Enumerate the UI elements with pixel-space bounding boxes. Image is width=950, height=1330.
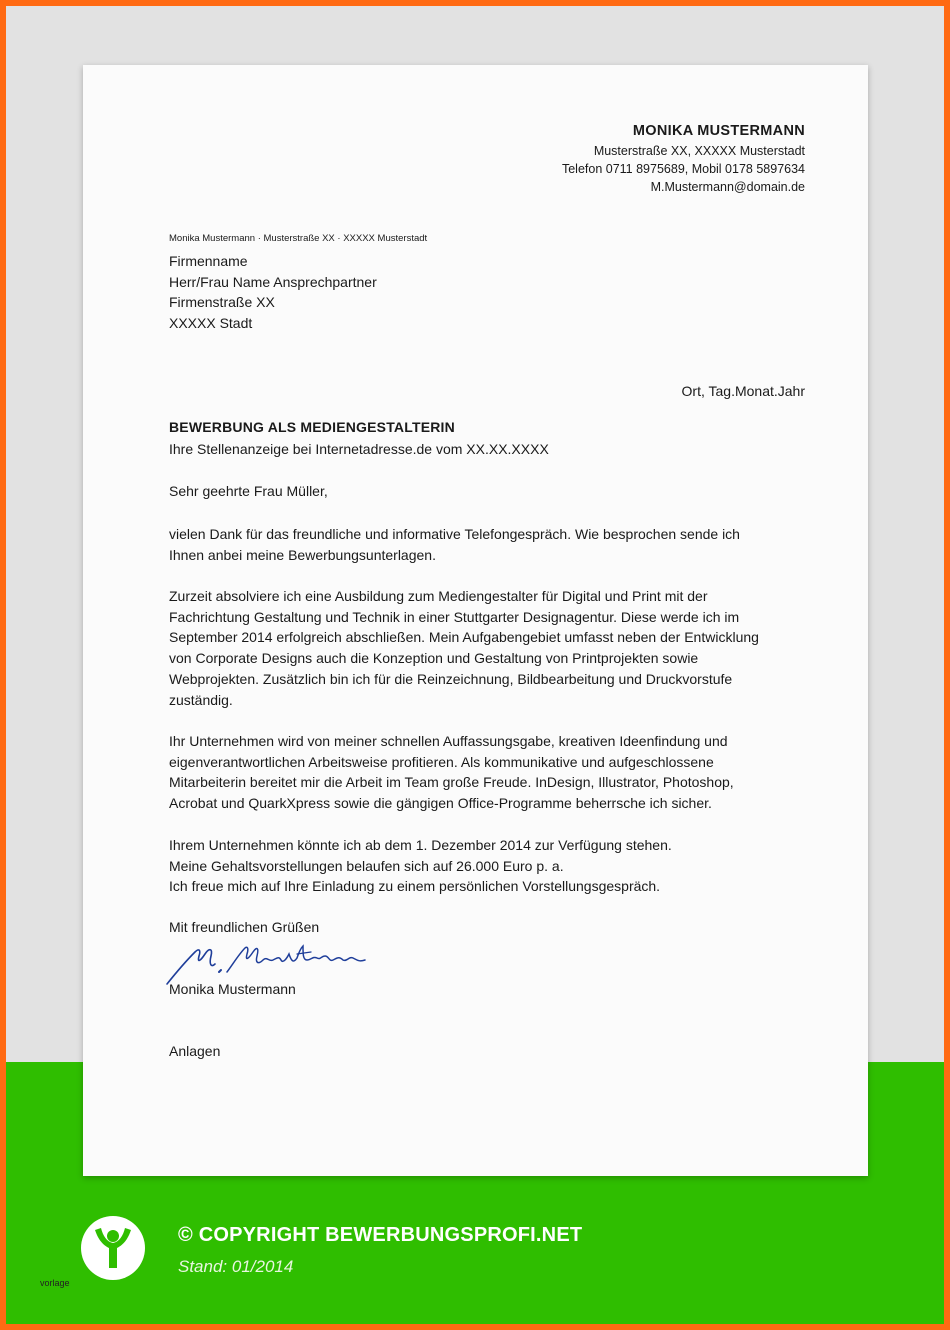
paragraph-training (169, 586, 799, 710)
signature-name: Monika Mustermann (169, 981, 296, 997)
paragraph-line: von Corporate Designs auch die Konzeption und Gestaltung von Printprojekten sowie (169, 650, 699, 667)
enclosure-line: Anlagen (169, 1043, 221, 1059)
paragraph-skills (169, 731, 799, 814)
paragraph-line: Mitarbeiterin bereitet mir die Arbeit im Team große Freude. InDesign, Illustrator, Photoshop, (169, 774, 734, 791)
watermark-label: vorlage (40, 1278, 70, 1288)
paragraph-line: Webprojekten. Zusätzlich bin ich für die Reinzeichnung, Bildbearbeitung und Druckvorstufe (169, 670, 733, 687)
paragraph-line: September 2014 erfolgreich abschließen. Mein Aufgabengebiet umfasst neben der Entwicklung (169, 629, 759, 646)
letter-sheet (83, 65, 868, 1176)
paragraph-line: Ihrem Unternehmen könnte ich ab dem 1. Dezember 2014 zur Verfügung stehen. (169, 837, 672, 853)
footer-copyright: © COPYRIGHT BEWERBUNGSPROFI.NET (178, 1224, 583, 1246)
paragraph-line: Ich freue mich auf Ihre Einladung zu einem persönlichen Vorstellungsgespräch. (169, 878, 661, 895)
recipient-street: Firmenstraße XX (169, 294, 275, 311)
paragraph-line: zuständig. (169, 691, 233, 708)
sender-street: Musterstraße XX, XXXXX Musterstadt (593, 144, 805, 158)
recipient-contact: Herr/Frau Name Ansprechpartner (169, 273, 377, 290)
paragraph-line: Ihr Unternehmen wird von meiner schnellen Auffassungsgabe, kreativen Ideenfindung und (169, 733, 728, 749)
paragraph-line: Fachrichtung Gestaltung und Technik in einer Stuttgarter Designagentur. Diese werde ich im (169, 608, 740, 625)
paragraph-availability (169, 835, 799, 897)
person-arms-up-icon (81, 1216, 145, 1280)
recipient-block (169, 251, 377, 334)
paragraph-line: Zurzeit absolviere ich eine Ausbildung zum Mediengestalter für Digital und Print mit der (169, 588, 708, 604)
date-line: Ort, Tag.Monat.Jahr (681, 383, 805, 399)
sender-email: M.Mustermann@domain.de (650, 180, 805, 194)
page-frame (6, 6, 944, 1324)
reference-line: Ihre Stellenanzeige bei Internetadresse.de vom XX.XX.XXXX (169, 441, 549, 457)
salutation: Sehr geehrte Frau Müller, (169, 483, 328, 499)
recipient-city: XXXXX Stadt (169, 315, 253, 332)
paragraph-line: Meine Gehaltsvorstellungen belaufen sich auf 26.000 Euro p. a. (169, 857, 564, 874)
sender-phone: Telefon 0711 8975689, Mobil 0178 5897634 (561, 162, 805, 176)
sender-name: MONIKA MUSTERMANN (632, 123, 805, 139)
recipient-company: Firmenname (169, 253, 248, 269)
paragraph-thanks (169, 524, 799, 565)
closing-line: Mit freundlichen Grüßen (169, 919, 320, 935)
paragraph-line: Ihnen anbei meine Bewerbungsunterlagen. (169, 546, 436, 563)
footer-stand: Stand: 01/2014 (178, 1257, 294, 1276)
return-address-line: Monika Mustermann · Musterstraße XX · XXXXX Musterstadt (169, 233, 428, 244)
paragraph-line: eigenverantwortlichen Arbeitsweise profitieren. Als kommunikative und aufgeschlossene (169, 753, 714, 770)
paragraph-line: vielen Dank für das freundliche und informative Telefongespräch. Wie besprochen sende ich (169, 526, 740, 542)
subject-line: BEWERBUNG ALS MEDIENGESTALTERIN (169, 419, 455, 435)
paragraph-line: Acrobat und QuarkXpress sowie die gängigen Office-Programme beherrsche ich sicher. (169, 795, 712, 812)
sender-block (562, 120, 805, 196)
